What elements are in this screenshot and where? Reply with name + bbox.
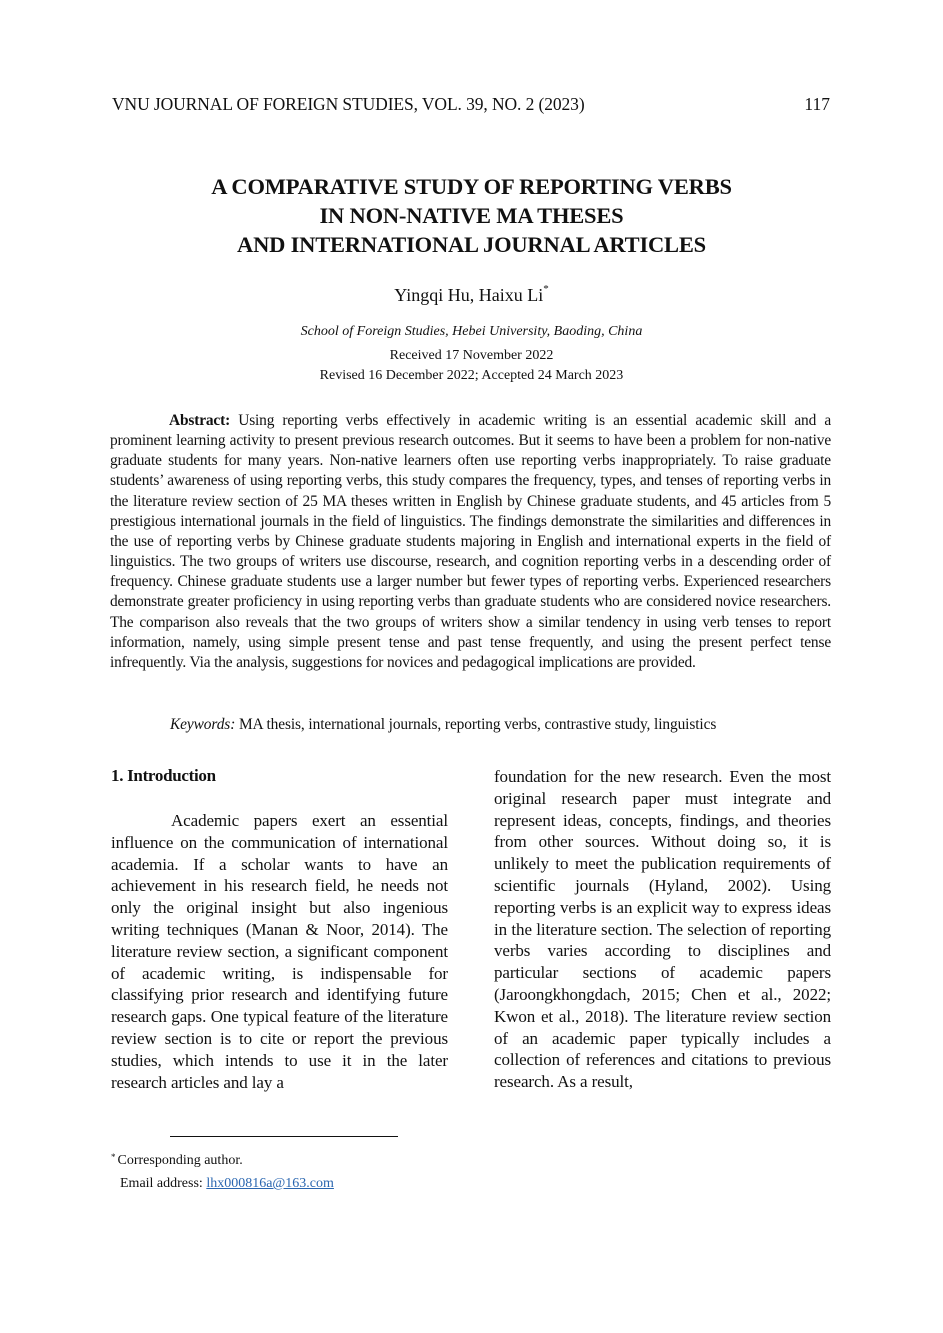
title-line-2: IN NON-NATIVE MA THESES [319, 203, 624, 228]
corresponding-marker: * [543, 283, 549, 295]
page-number: 117 [804, 94, 830, 114]
article-dates [100, 346, 843, 385]
abstract-label: Abstract: [169, 412, 231, 429]
affiliation: School of Foreign Studies, Hebei University, Baoding, China [300, 324, 643, 339]
footnote-marker: * [111, 1152, 116, 1162]
keywords-text: MA thesis, international journals, reporting verbs, contrastive study, linguistics [238, 716, 717, 733]
title-line-3: AND INTERNATIONAL JOURNAL ARTICLES [237, 232, 706, 257]
abstract-text: Using reporting verbs effectively in academic writing is an essential academic skill and a prominent learning activity to present previous research outcomes. But it seems to have been a problem for non-native graduate students for many years. Non-native learners often use reporting verbs inappropriately. To raise graduate students’ awareness of using reporting verbs, this study compares the frequency, types, and tenses of reporting verbs in the literature review section of 25 MA theses written in English by Chinese graduate students, and 45 articles from 5 prestigious international journals in the field of linguistics. The findings demonstrate the similarities and differences in the use of reporting verbs by Chinese graduate students majoring in English and international experts in the field of linguistics. The two groups of writers use discourse, research, and cognition reporting verbs in a descending order of frequency. Chinese graduate students use a larger number but fewer types of reporting verbs. Experienced researchers demonstrate greater proficiency in using reporting verbs than graduate students who are considered novice researchers. The comparison also reveals that the two groups of writers show a similar tendency in using verb tenses to report information, namely, using simple present tense and past tense frequently, and using the present perfect tense infrequently. Via the analysis, suggestions for novices and pedagogical implications are provided. [110, 412, 831, 671]
email-link[interactable]: lhx000816a@163.com [206, 1176, 334, 1191]
journal-header: VNU JOURNAL OF FOREIGN STUDIES, VOL. 39, NO. 2 (2023) [112, 94, 585, 114]
keywords [170, 716, 716, 734]
body-column-left [111, 810, 448, 1093]
email-label: Email address: [120, 1176, 203, 1191]
section-heading-introduction: 1. Introduction [111, 766, 216, 785]
footnote-email [120, 1176, 334, 1192]
intro-paragraph-right: foundation for the new research. Even the most original research paper must integrate and represent ideas, concepts, findings, and theories from other sources. Without doing so, it is unlikely to meet the publication requirements of scientific journals (Hyland, 2002). Using reporting verbs is an explicit way to express ideas in the literature section. The selection of reporting verbs varies according to disciplines and particular sections of academic papers (Jaroongkhongdach, 2015; Chen et al., 2022; Kwon et al., 2018). The literature review section of an academic paper typically includes a collection of references and citations to previous research. As a result, [494, 767, 831, 1092]
authors [100, 285, 843, 306]
received-date: Received 17 November 2022 [389, 348, 554, 363]
body-column-right [494, 766, 831, 1093]
title-line-1: A COMPARATIVE STUDY OF REPORTING VERBS [211, 174, 732, 199]
revised-accepted-date: Revised 16 December 2022; Accepted 24 March 2023 [319, 367, 624, 383]
abstract [110, 411, 831, 673]
footnote-divider [170, 1136, 398, 1137]
footnote-corresponding [111, 1153, 243, 1169]
intro-paragraph-left: Academic papers exert an essential influence on the communication of international academia. If a scholar wants to have an achievement in his research field, he needs not only the original insight but also ingenious writing techniques (Manan & Noor, 2014). The literature review section, a significant component of academic writing, is indispensable for classifying prior research and identifying future research gaps. One typical feature of the literature review section is to cite or report the previous studies, which intends to use it in the later research articles and lay a [111, 811, 448, 1092]
footnote-corresponding-text: Corresponding author. [117, 1153, 243, 1168]
article-title [100, 172, 843, 259]
author-names: Yingqi Hu, Haixu Li [394, 285, 544, 305]
keywords-label: Keywords: [170, 716, 236, 733]
